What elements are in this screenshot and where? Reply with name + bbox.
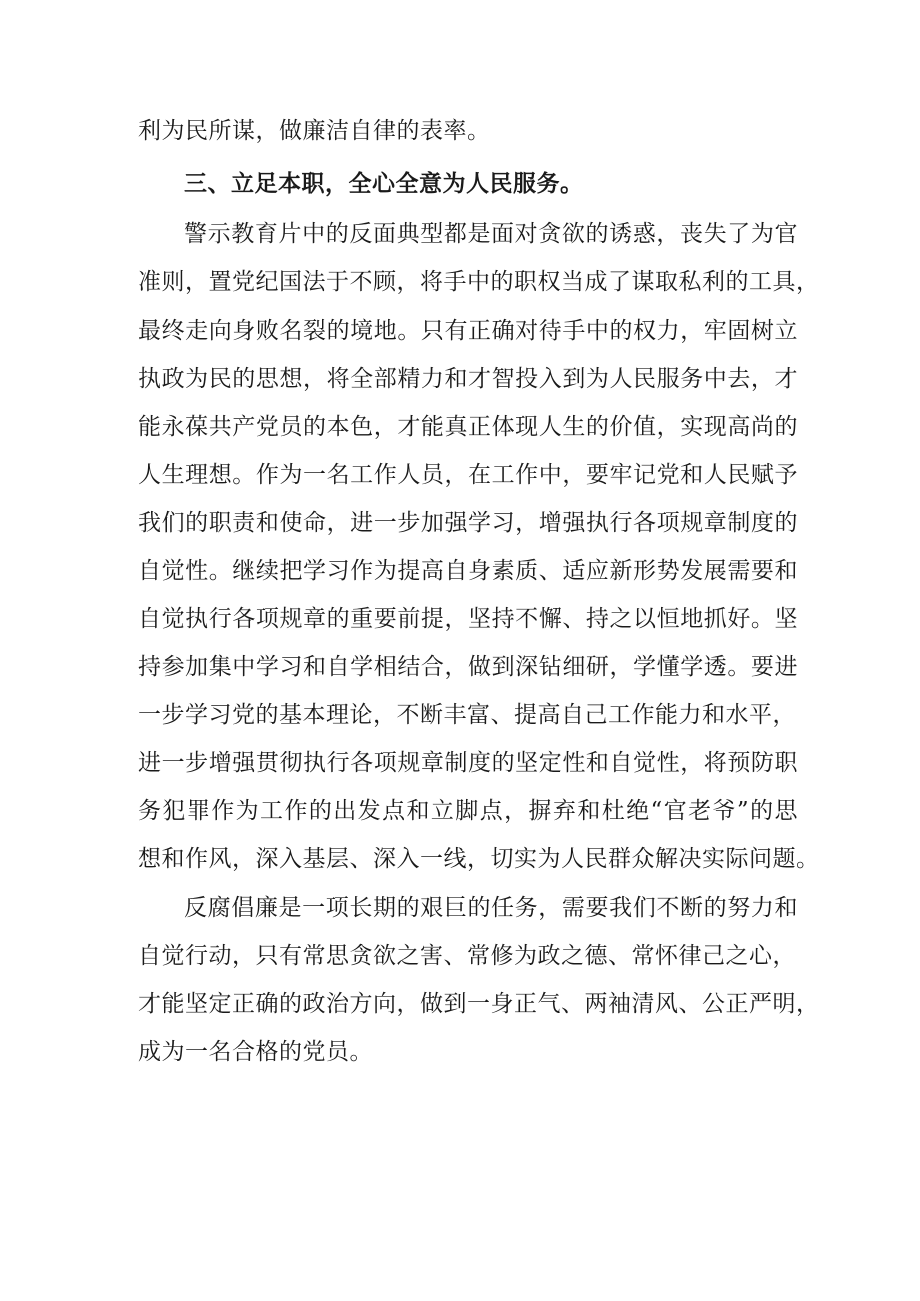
paragraph-line: 进一步增强贯彻执行各项规章制度的坚定性和自觉性，将预防职 (138, 750, 798, 776)
paragraph-line: 准则，置党纪国法于不顾，将手中的职权当成了谋取私利的工具， (138, 269, 820, 295)
paragraph-line: 想和作风，深入基层、深入一线，切实为人民群众解决实际问题。 (138, 846, 820, 872)
paragraph-line: 持参加集中学习和自学相结合，做到深钻细研，学懂学透。要进 (138, 654, 798, 680)
paragraph-line: 警示教育片中的反面典型都是面对贪欲的诱惑，丧失了为官 (184, 221, 798, 247)
paragraph-line: 利为民所谋，做廉洁自律的表率。 (138, 118, 491, 144)
paragraph-line: 人生理想。作为一名工作人员，在工作中，要牢记党和人民赋予 (138, 462, 798, 488)
paragraph-line: 自觉性。继续把学习作为提高自身素质、适应新形势发展需要和 (138, 558, 798, 584)
paragraph-line: 成为一名合格的党员。 (138, 1039, 373, 1065)
paragraph-line: 务犯罪作为工作的出发点和立脚点，摒弃和杜绝“官老爷”的思 (138, 798, 798, 824)
paragraph-line: 能永葆共产党员的本色，才能真正体现人生的价值，实现高尚的 (138, 414, 798, 440)
paragraph-line: 自觉执行各项规章的重要前提，坚持不懈、持之以恒地抓好。坚 (138, 606, 798, 632)
paragraph-line: 最终走向身败名裂的境地。只有正确对待手中的权力，牢固树立 (138, 318, 798, 344)
paragraph-line: 自觉行动，只有常思贪欲之害、常修为政之德、常怀律己之心， (138, 943, 796, 969)
paragraph-line: 执政为民的思想，将全部精力和才智投入到为人民服务中去，才 (138, 366, 798, 392)
paragraph-line: 才能坚定正确的政治方向，做到一身正气、两袖清风、公正严明， (138, 991, 820, 1017)
paragraph-line: 反腐倡廉是一项长期的艰巨的任务，需要我们不断的努力和 (184, 895, 798, 921)
section-heading: 三、立足本职，全心全意为人民服务。 (184, 170, 584, 197)
paragraph-line: 我们的职责和使命，进一步加强学习，增强执行各项规章制度的 (138, 510, 798, 536)
paragraph-line: 一步学习党的基本理论，不断丰富、提高自己工作能力和水平， (138, 702, 796, 728)
